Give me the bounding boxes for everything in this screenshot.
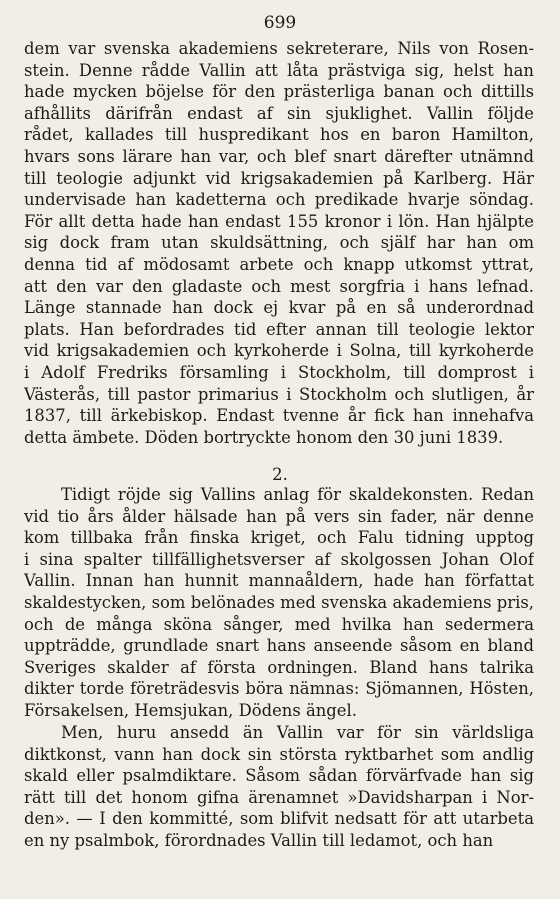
text-line: Vallin. Innan han hunnit mannaåldern, hade han författat (24, 571, 534, 591)
text-line: För allt detta hade han endast 155 kronor i lön. Han hjälpte (24, 211, 534, 231)
paragraph-3 (24, 722, 534, 852)
text-line: rådet, kallades till huspredikant hos en baron Hamilton, (24, 125, 534, 145)
text-line: hade mycken böjelse för den prästerliga banan och dittills (24, 82, 534, 102)
text-line: vid krigsakademien och kyrkoherde i Solna, till kyrkoherde (24, 341, 534, 361)
text-line: Men, huru ansedd än Vallin var för sin världsliga (61, 723, 534, 742)
page-number: 699 (263, 13, 297, 33)
text-line: Länge stannade han dock ej kvar på en så underordnad (24, 298, 534, 318)
text-line: dikter torde företrädesvis böra nämnas: Sjömannen, Hösten, (24, 679, 534, 699)
text-line: Försakelsen, Hemsjukan, Dödens ängel. (24, 700, 357, 720)
text-line: och de många sköna sånger, med hvilka han sedermera (24, 614, 534, 634)
paragraph-1 (24, 38, 534, 448)
text-line: rätt till det honom gifna ärenamnet »Davidsharpan i Nor- (24, 787, 534, 807)
text-line: diktkonst, vann han dock sin största ryktbarhet som andlig (24, 744, 534, 764)
text-line: skald eller psalmdiktare. Såsom sådan förvärfvade han sig (24, 766, 534, 786)
text-line: vid tio års ålder hälsade han på vers sin fader, när denne (24, 506, 534, 526)
text-line: sig dock fram utan skuldsättning, och själf har han om (24, 233, 534, 253)
text-line: i Adolf Fredriks församling i Stockholm, till domprost i (24, 362, 534, 382)
text-line: stein. Denne rådde Vallin att låta prästviga sig, helst han (24, 60, 534, 80)
text-line: i sina spalter tillfällighetsverser af skolgossen Johan Olof (24, 549, 534, 569)
paragraph-2 (24, 484, 534, 722)
text-line: Västerås, till pastor primarius i Stockholm och slutligen, år (24, 384, 534, 404)
text-line: att den var den gladaste och mest sorgfria i hans lefnad. (24, 276, 534, 296)
text-line: hvars sons lärare han var, och blef snart därefter utnämnd (24, 146, 534, 166)
text-line: kom tillbaka från finska kriget, och Falu tidning upptog (24, 528, 534, 548)
text-line: plats. Han befordrades tid efter annan till teologie lektor (24, 319, 534, 339)
text-line: undervisade han kadetterna och predikade hvarje söndag. (24, 190, 534, 210)
section-number: 2. (272, 465, 288, 484)
text-line: till teologie adjunkt vid krigsakademien på Karlberg. Här (24, 168, 534, 188)
text-line: Sveriges skalder af första ordningen. Bland hans talrika (24, 657, 534, 677)
text-line: skaldestycken, som belönades med svenska akademiens pris, (24, 592, 534, 612)
text-line: detta ämbete. Döden bortryckte honom den 30 juni 1839. (24, 427, 504, 447)
text-line: en ny psalmbok, förordnades Vallin till ledamot, och han (24, 830, 494, 850)
text-line: Tidigt röjde sig Vallins anlag för skaldekonsten. Redan (61, 485, 534, 504)
text-line: den». — I den kommitté, som blifvit nedsatt för att utarbeta (24, 809, 534, 829)
text-line: afhållits därifrån endast af sin sjuklighet. Vallin följde (24, 103, 534, 123)
text-line: 1837, till ärkebiskop. Endast tvenne år fick han innehafva (24, 406, 534, 426)
text-line: denna tid af mödosamt arbete och knapp utkomst yttrat, (24, 254, 534, 274)
text-line: uppträdde, grundlade snart hans anseende såsom en bland (24, 636, 534, 656)
text-line: dem var svenska akademiens sekreterare, Nils von Rosen- (24, 39, 534, 58)
